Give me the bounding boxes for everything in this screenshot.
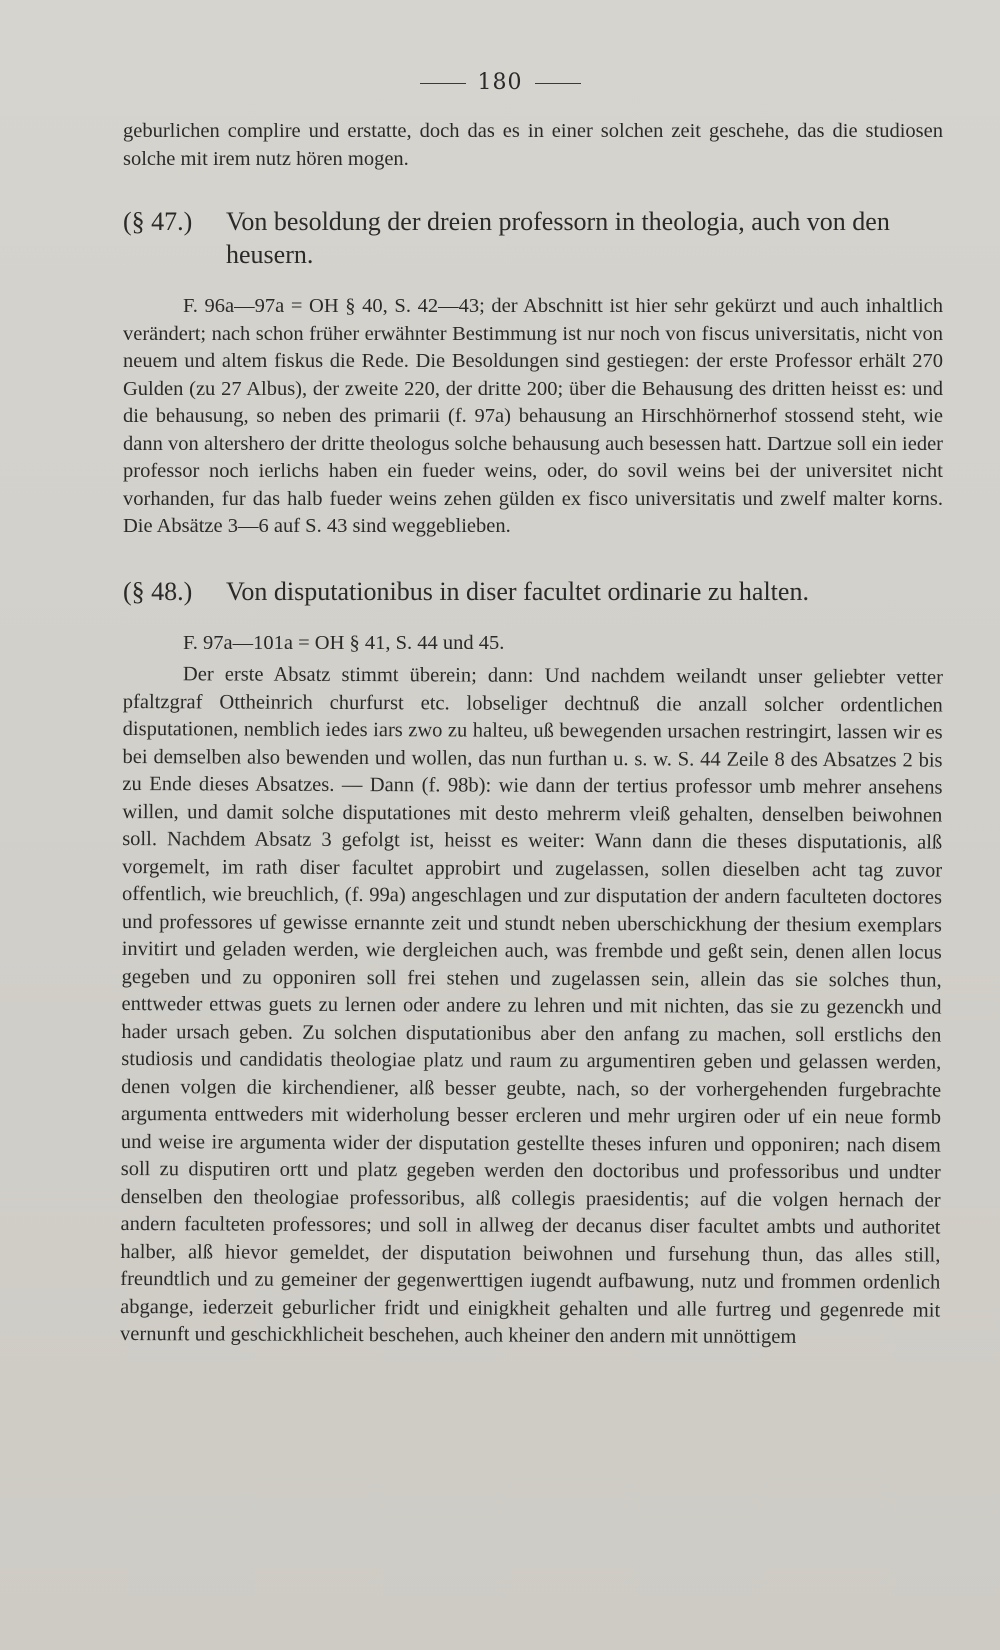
intro-paragraph: geburlichen complire und erstatte, doch das es in einer solchen zeit geschehe, das die studiosen solche mit irem nutz hören mogen. [123,120,943,170]
right-dash [535,83,581,84]
section-heading [123,205,943,271]
section-number: (§ 48.) [123,576,193,606]
section-heading [123,575,943,608]
page-number [0,70,1000,95]
section-body: F. 96a—97a = OH § 40, S. 42—43; der Abschnitt ist hier sehr gekürzt und auch inhaltlich verändert; nach schon früher erwähnter Bestimmung ist nur noch von fiscus universitatis, nicht von neuem und altem fiskus die Rede. Die Besoldungen sind gestiegen: der erste Professor erhält 270 Gulden (zu 27 Albus), der zweite 220, der dritte 200; über die Behausung des dritten heisst es: und die behausung, so neben des primarii (f. 97a) behausung an Hirschhörnerhof stossend steht, wie dann von altershero der dritte theologus solche behausung auch besessen hatt. Dartzue soll ein ieder professor noch ierlichs haben ein fueder weins, oder, do sovil weins bei der universitet nicht vorhanden, fur das halb fueder weins zehen gülden ex fisco universitatis und zwelf malter korns. Die Absätze 3—6 auf S. 43 sind weggeblieben. [123,295,943,537]
section-title: Von besoldung der dreien professorn in theologia, auch von den heusern. [226,207,890,269]
page-number-text: 180 [477,70,523,95]
page-content [120,118,943,1349]
section-title: Von disputationibus in diser facultet ordinarie zu halten. [226,576,809,606]
section-48 [120,575,943,1349]
section-number: (§ 47.) [123,207,193,236]
section-47 [123,205,943,541]
section-source: F. 97a—101a = OH § 41, S. 44 und 45. [183,631,505,654]
section-body: Der erste Absatz stimmt überein; dann: Und nachdem weilandt unser geliebter vetter pfaltzgraf Ottheinrich churfurst etc. lobseliger dechtnuß die anzall solcher ordentlichen disputationen, nemblich iedes iars zwo zu halteu, uß bewegenden ursachen restringirt, lassen wir es bei demselben also bewenden und wollen, das nun furthan u. s. w. S. 44 Zeile 8 des Absatzes 2 bis zu Ende dieses Absatzes. — Dann (f. 98b): wie dann der tertius professor umb mehrer ansehens willen, und damit solche disputationes mit desto mehrerm vleiß gehalten, denselben beiwohnen soll. Nachdem Absatz 3 gefolgt ist, heisst es weiter: Wann dann die theses disputationis, alß vorgemelt, im rath diser facultet approbirt und zugelassen, sollen dieselben acht tag zuvor offentlich, wie breuchlich, (f. 99a) angeschlagen und zur disputation der andern faculteten doctores und professores uf gewisse ernannte zeit und stundt neben uberschickhung der thesium exemplars invitirt und geladen werden, wie dergleichen auch, was frembde und geßt sein, denen allen locus gegeben und zu opponiren soll frei stehen und zugelassen sein, allein das sie solches thun, enttweder ettwas guets zu lernen oder andere zu lehren und mit nichten, das sie zu gezenckh und hader ursach geben. Zu solchen disputationibus aber den anfang zu machen, soll erstlichs den studiosis und candidatis theologiae platz und raum zu argumentiren geben und gelassen werden, denen volgen die kirchendiener, alß besser geubte, nach, so der vorhergehenden furgebrachte argumenta enttweders mit widerholung besser ercleren und mehr urgiren oder uf ein neue formb und weise ire argumenta wider der disputation gestellte theses infuren und opponiren; nach disem soll zu disputiren ortt und platz gegeben werden den doctoribus und professoribus und undter denselben den theologiae professoribus, alß collegis praesidentis; auf die volgen hernach der andern faculteten professores; und soll in allweg der decanus diser facultet ambts und authoritet halber, alß hievor gemeldet, der disputation beiwohnen und fursehung thun, das alles still, freundtlich und zu gemeiner der gegenwerttigen iugendt aufbawung, nutz und frommen ordenlich abgange, iederzeit geburlicher fridt und einigkheit gehalten und alle furtreg und gegenrede mit vernunft und geschickhlicheit beschehen, auch kheiner den andern mit unnöttigem [120,663,943,1348]
left-dash [420,83,466,84]
